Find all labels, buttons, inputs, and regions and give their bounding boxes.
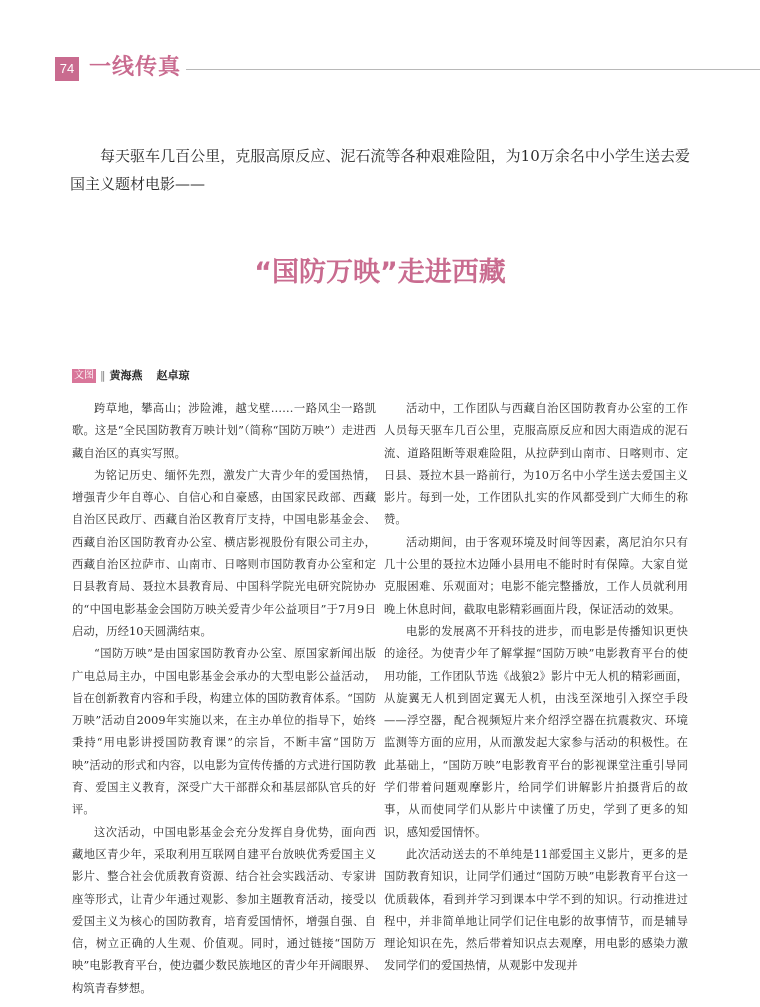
body-paragraph: 这次活动，中国电影基金会充分发挥自身优势，面向西藏地区青少年，采取利用互联网自建平台放映优秀爱国主义影片、整合社会优质教育资源、结合社会实践活动、专家讲座等形式，让青少年通过观影、参加主题教育活动，接受以爱国主义为核心的国防教育，培育爱国情怀，增强自强、自信，树立正确的人生观、价值观。同时，通过链接“国防万映”电影教育平台，使边疆少数民族地区的青少年开阔眼界、构筑青春梦想。 — [72, 825, 376, 995]
byline-separator: ‖ — [100, 369, 106, 382]
body-paragraph: 电影的发展离不开科技的进步，而电影是传播知识更快的途径。为使青少年了解掌握“国防万映”电影教育平台的使用功能，工作团队节选《战狼2》影片中无人机的精彩画面，从旋翼无人机到固定翼无人机，由浅至深地引入探空手段——浮空器，配合视频短片来介绍浮空器在抗震救灾、环境监测等方面的应用，从而激发起大家参与活动的积极性。在此基础上，“国防万映”电影教育平台的影视课堂注重引导同学们带着问题观摩影片，给同学们讲解影片拍摄背后的故事，从而使同学们从影片中读懂了历史，学到了更多的知识，感知爱国情怀。 — [384, 624, 688, 839]
body-paragraph: 活动中，工作团队与西藏自治区国防教育办公室的工作人员每天驱车几百公里，克服高原反应和因大雨造成的泥石流、道路阻断等艰难险阻，从拉萨到山南市、日喀则市、定日县、聂拉木县一路前行，为10万名中小学生送去爱国主义影片。每到一处，工作团队扎实的作风都受到广大师生的称赞。 — [384, 402, 688, 527]
body-paragraph: 此次活动送去的不单纯是11部爱国主义影片，更多的是国防教育知识，让同学们通过“国防万映”电影教育平台这一优质载体，看到并学习到课本中学不到的知识。行动推进过程中，并非简单地让同学们记住电影的故事情节，而是辅导理论知识在先，然后带着知识点去观摩，用电影的感染力激发同学们的爱国热情，从观影中发现并 — [384, 847, 688, 973]
section-title: 一线传真 — [89, 55, 182, 80]
body-paragraph: 为铭记历史、缅怀先烈，激发广大青少年的爱国热情，增强青少年自尊心、自信心和自豪感，由国家民政部、西藏自治区民政厅、西藏自治区教育厅支持，中国电影基金会、西藏自治区国防教育办公室、横店影视股份有限公司主办，西藏自治区拉萨市、山南市、日喀则市国防教育办公室和定日县教育局、聂拉木县教育局、中国科学院光电研究院协办的“中国电影基金会国防万映关爱青少年公益项目”于7月9日启动，历经10天圆满结束。 — [72, 468, 376, 638]
body-paragraph: 活动期间，由于客观环境及时间等因素，离尼泊尔只有几十公里的聂拉木边陲小县用电不能时时有保障。大家自觉克服困难、乐观面对；电影不能完整播放，工作人员就利用晚上休息时间，截取电影精彩画面片段，保证活动的效果。 — [384, 535, 688, 616]
byline — [72, 368, 204, 384]
page-number: 74 — [55, 57, 79, 81]
body-paragraph: 跨草地，攀高山；涉险滩，越戈壁……一路风尘一路凯歌。这是“全民国防教育万映计划”（简称“国防万映”）走进西藏自治区的真实写照。 — [72, 402, 376, 460]
author-name: 赵卓琼 — [156, 369, 190, 382]
article-intro: 每天驱车几百公里，克服高原反应、泥石流等各种艰难险阻，为10万余名中小学生送去爱国主义题材电影—— — [70, 147, 690, 193]
header-rule — [186, 69, 760, 70]
byline-tag: 文图 — [74, 370, 94, 381]
body-paragraph: “国防万映”是由国家国防教育办公室、原国家新闻出版广电总局主办，中国电影基金会承办的大型电影公益活动，旨在创新教育内容和手段，构建立体的国防教育体系。“国防万映”活动自2009年实施以来，在主办单位的指导下，始终秉持“用电影讲授国防教育课”的宗旨，不断丰富“国防万映”活动的形式和内容，以电影为宣传传播的方式进行国防教育、爱国主义教育，深受广大干部群众和基层部队官兵的好评。 — [72, 647, 376, 817]
left-column — [72, 398, 376, 1000]
author-name: 黄海燕 — [109, 369, 143, 382]
article-headline: “国防万映”走进西藏 — [254, 257, 506, 288]
right-column — [384, 398, 688, 978]
